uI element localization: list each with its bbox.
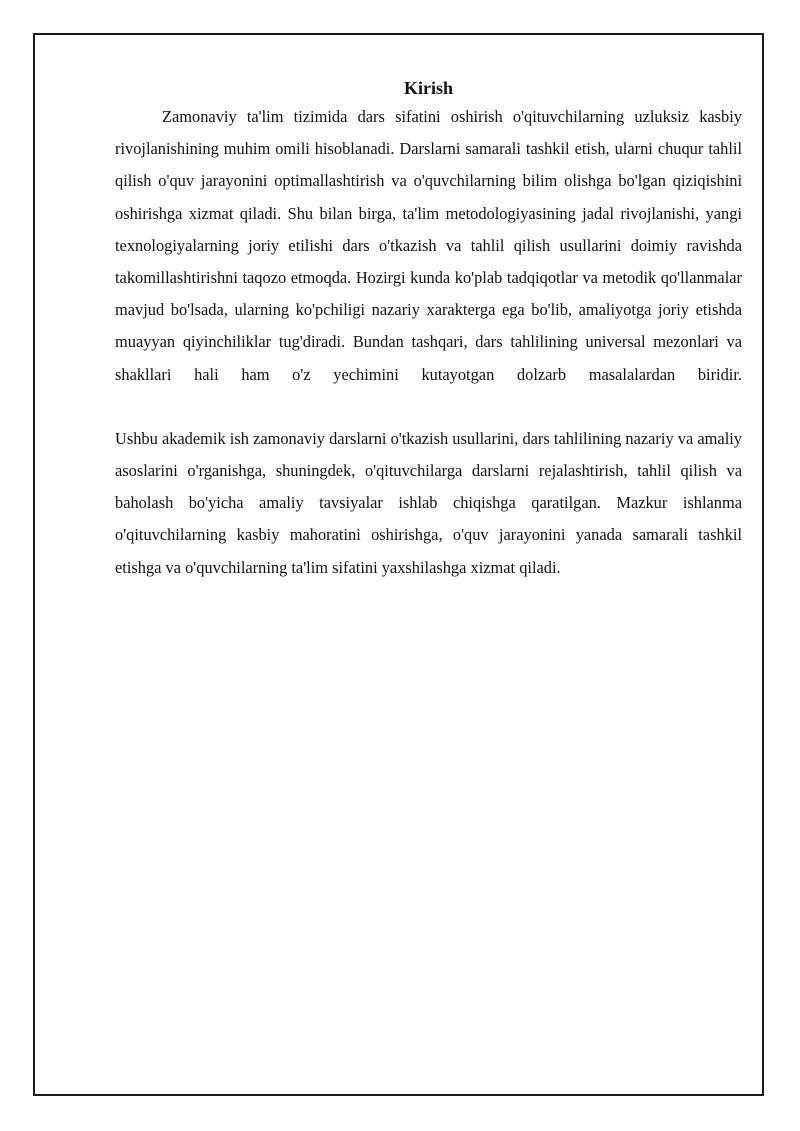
paragraph-gap bbox=[115, 391, 742, 423]
paragraph-purpose: Ushbu akademik ish zamonaviy darslarni o'tkazish usullarini, dars tahlilining nazariy va amaliy asoslarini o'rganishga, shuningdek, o'qituvchilarga darslarni rejalashtirish, tahlil qilish va baholash bo'yicha amaliy tavsiyalar ishlab chiqishga qaratilgan. Mazkur ishlanma o'qituvchilarning kasbiy mahoratini oshirishga, o'quv jarayonini yanada samarali tashkil etishga va o'quvchilarning ta'lim sifatini yaxshilashga xizmat qiladi. bbox=[115, 428, 742, 577]
paragraph-introduction: Zamonaviy ta'lim tizimida dars sifatini oshirish o'qituvchilarning uzluksiz kasbiy rivojlanishining muhim omili hisoblanadi. Darslarni samarali tashkil etish, ularni chuqur tahlil qilish o'quv jarayonini optimallashtirish va o'quvchilarning bilim olishga bo'lgan qiziqishini oshirishga xizmat qiladi. Shu bilan birga, ta'lim metodologiyasining jadal rivojlanishi, yangi texnologiyalarning joriy etilishi dars o'tkazish va tahlil qilish usullarini doimiy ravishda takomillashtirishni taqozo etmoqda. Hozirgi kunda ko'plab tadqiqotlar va metodik qo'llanmalar mavjud bo'lsada, ularning ko'pchiligi nazariy xarakterga ega bo'lib, amaliyotga joriy etishda muayyan qiyinchiliklar tug'diradi. Bundan tashqari, dars tahlilining universal mezonlari va shakllari hali ham o'z yechimini kutayotgan dolzarb masalalardan biridir. bbox=[115, 107, 742, 384]
document-title: Kirish bbox=[403, 78, 453, 98]
document-body bbox=[115, 75, 742, 584]
